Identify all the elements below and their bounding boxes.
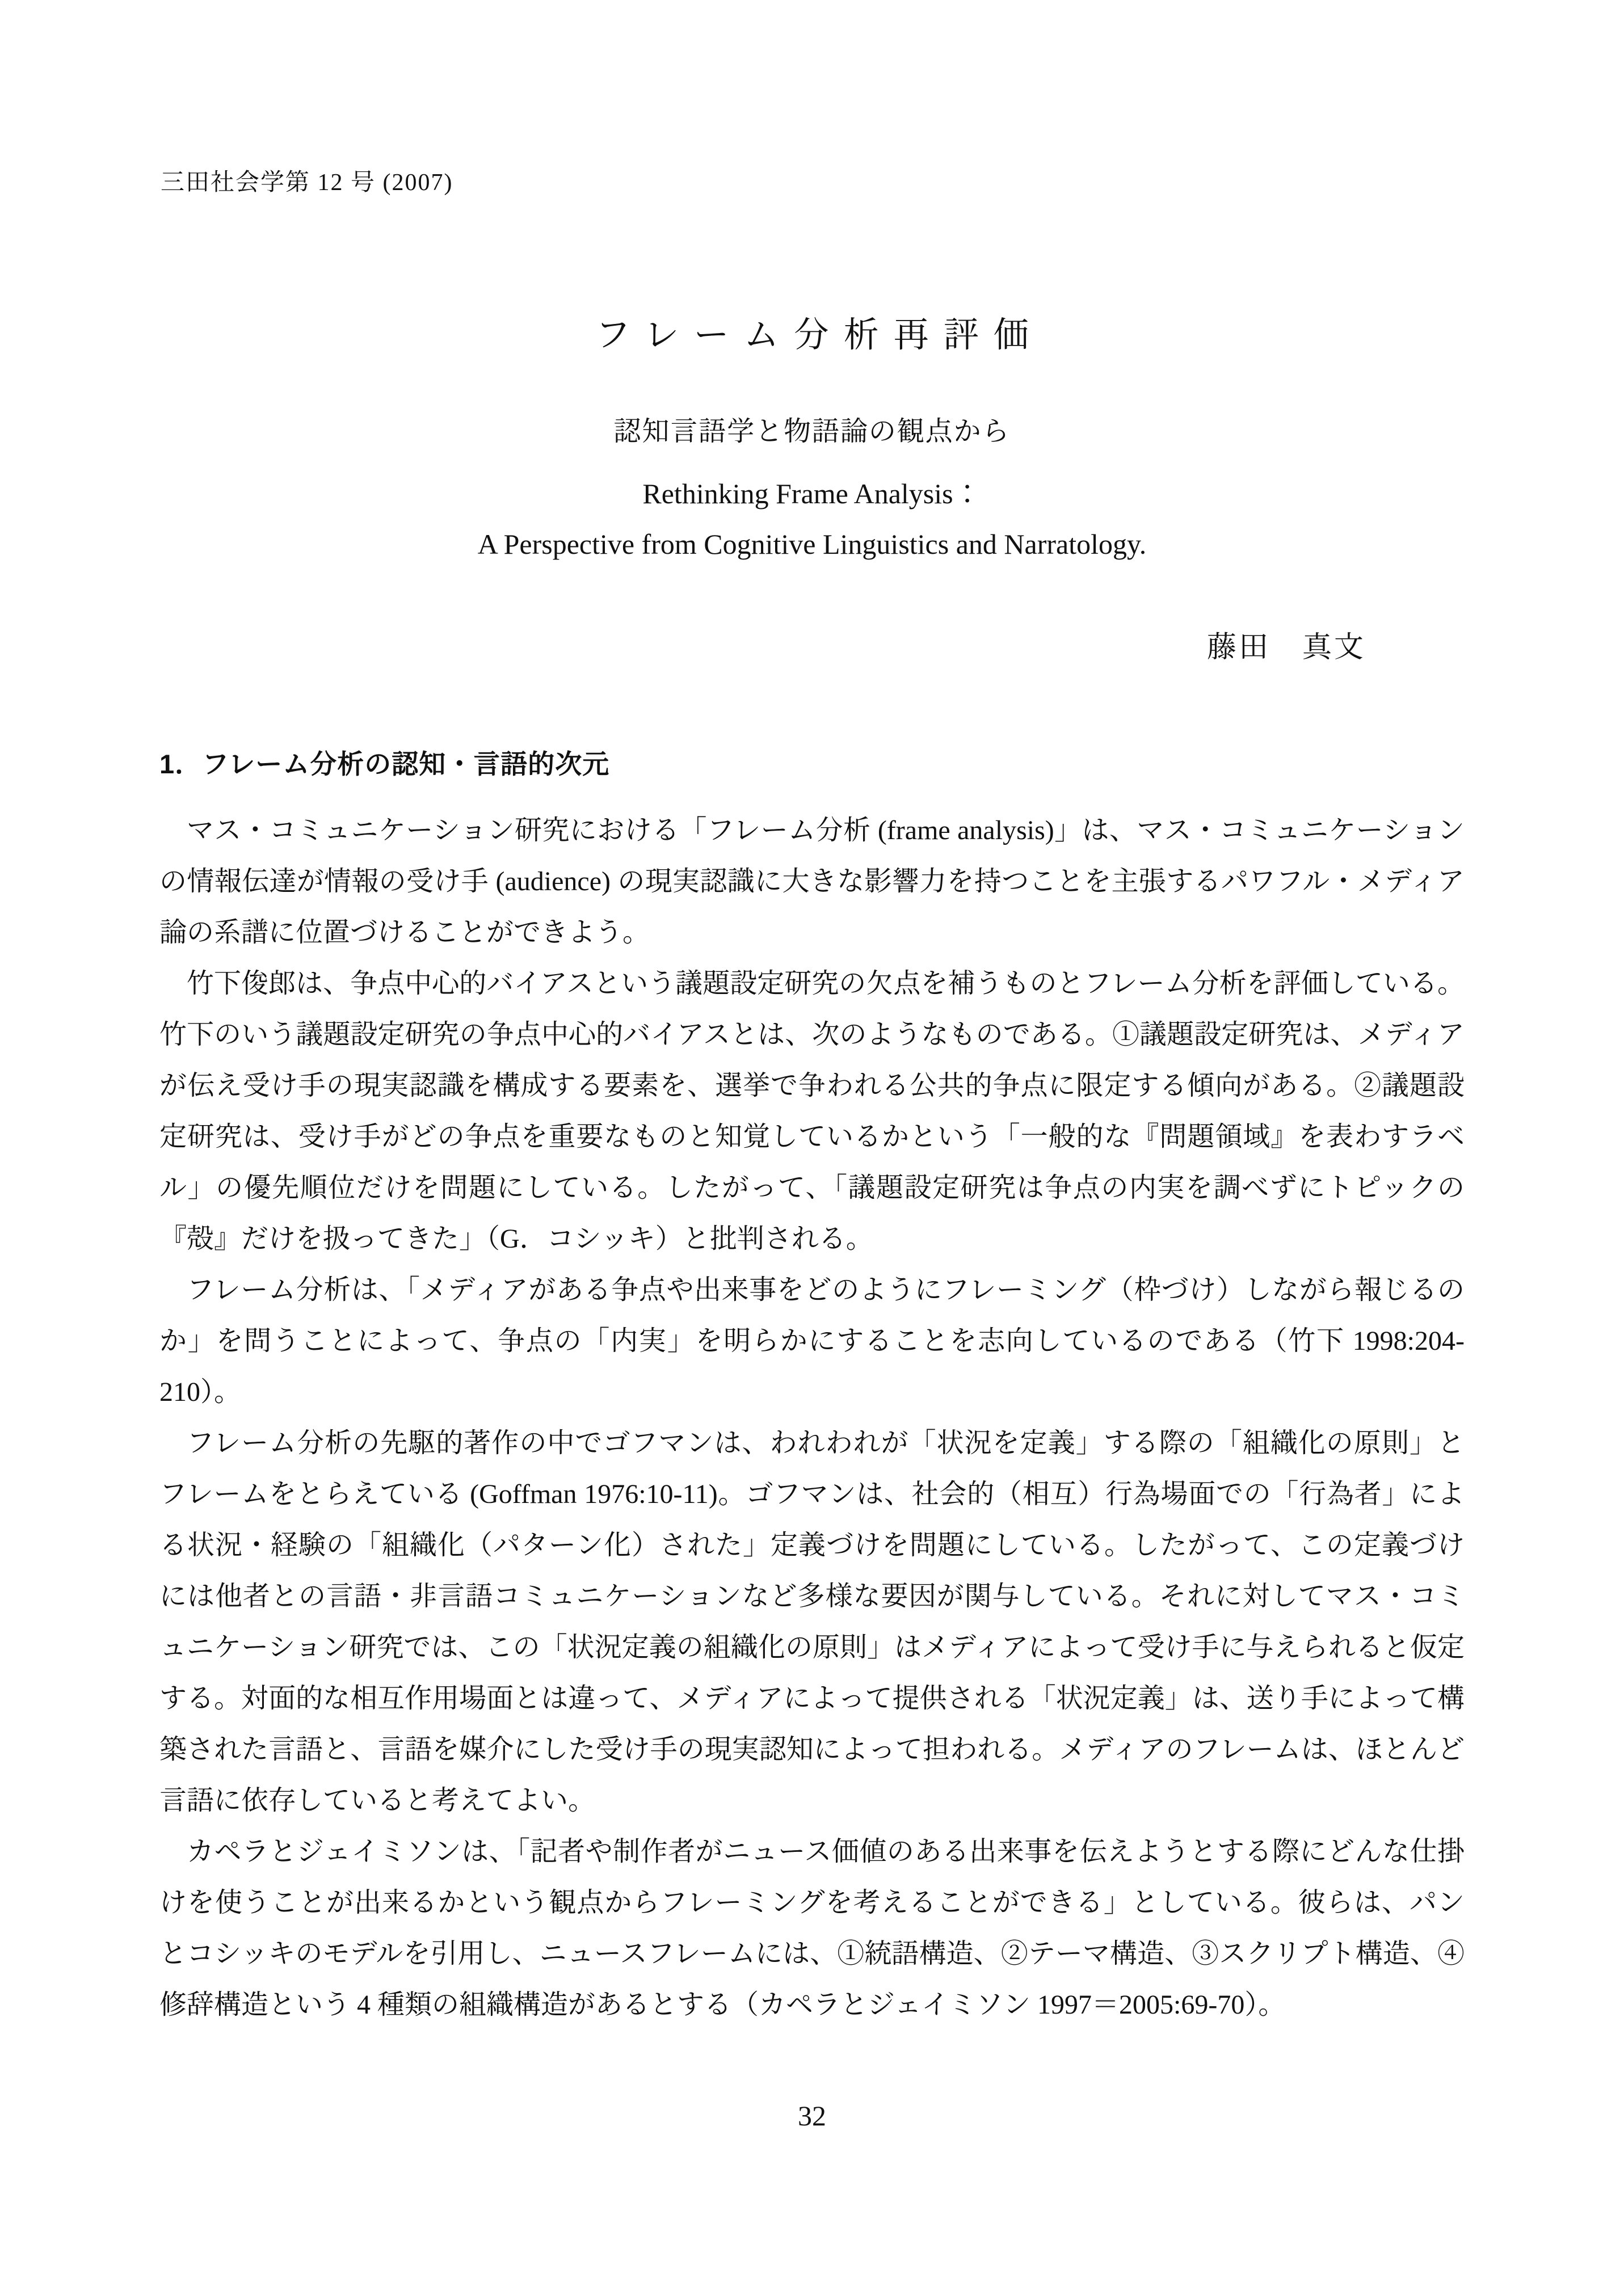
page-number: 32 [798, 2100, 826, 2132]
paper-subtitle-ja: 認知言語学と物語論の観点から [613, 416, 1011, 447]
paper-body [159, 743, 1465, 2031]
body-paragraph: フレーム分析は、「メディアがある争点や出来事をどのようにフレーミング（枠づけ）しながら報じるのか」を問うことによって、争点の「内実」を明らかにすることを志向しているのである（竹下 1998:204-210）。 [159, 1275, 1465, 1407]
paper-title-en-line1: Rethinking Frame Analysis： [642, 478, 982, 509]
body-paragraph: 竹下俊郎は、争点中心的バイアスという議題設定研究の欠点を補うものとフレーム分析を評価している。竹下のいう議題設定研究の争点中心的バイアスとは、次のようなものである。①議題設定研究は、メディアが伝え受け手の現実認識を構成する要素を、選挙で争われる公共的争点に限定する傾向がある。②議題設定研究は、受け手がどの争点を重要なものと知覚しているかという「一般的な『問題領域』を表わすラベル」の優先順位だけを問題にしている。したがって、「議題設定研究は争点の内実を調べずにトピックの『殻』だけを扱ってきた」（G．コシッキ）と批判される。 [159, 968, 1465, 1254]
section-heading: 1．フレーム分析の認知・言語的次元 [159, 749, 610, 779]
body-paragraph: フレーム分析の先駆的著作の中でゴフマンは、われわれが「状況を定義」する際の「組織化の原則」とフレームをとらえている (Goffman 1976:10-11)。ゴフマンは、社会的（相互）行為場面での「行為者」による状況・経験の「組織化（パターン化）された」定義づけを問題にしている。したがって、この定義づけには他者との言語・非言語コミュニケーションなど多様な要因が関与している。それに対してマス・コミュニケーション研究では、この「状況定義の組織化の原則」はメディアによって受け手に与えられると仮定する。対面的な相互作用場面とは違って、メディアによって提供される「状況定義」は、送り手によって構築された言語と、言語を媒介にした受け手の現実認知によって担われる。メディアのフレームは、ほとんど言語に依存していると考えてよい。 [159, 1428, 1465, 1816]
body-paragraph: カペラとジェイミソンは、「記者や制作者がニュース価値のある出来事を伝えようとする際にどんな仕掛けを使うことが出来るかという観点からフレーミングを考えることができる」としている。彼らは、パンとコシッキのモデルを引用し、ニュースフレームには、①統語構造、②テーマ構造、③スクリプト構造、④修辞構造という 4 種類の組織構造があるとする（カペラとジェイミソン 1997＝2005:69-70）。 [159, 1837, 1465, 2020]
paper-title-en-line2: A Perspective from Cognitive Linguistics and Narratology. [477, 528, 1147, 560]
author-name: 藤田 真文 [1206, 631, 1366, 664]
paper-title-ja: フレーム分析再評価 [595, 316, 1044, 355]
body-paragraph: マス・コミュニケーション研究における「フレーム分析 (frame analysis)」は、マス・コミュニケーションの情報伝達が情報の受け手 (audience) の現実認識に大きな影響力を持つことを主張するパワフル・メディア論の系譜に位置づけることができよう。 [159, 815, 1465, 948]
journal-header: 三田社会学第 12 号 (2007) [161, 170, 453, 196]
title-block [0, 306, 1624, 576]
